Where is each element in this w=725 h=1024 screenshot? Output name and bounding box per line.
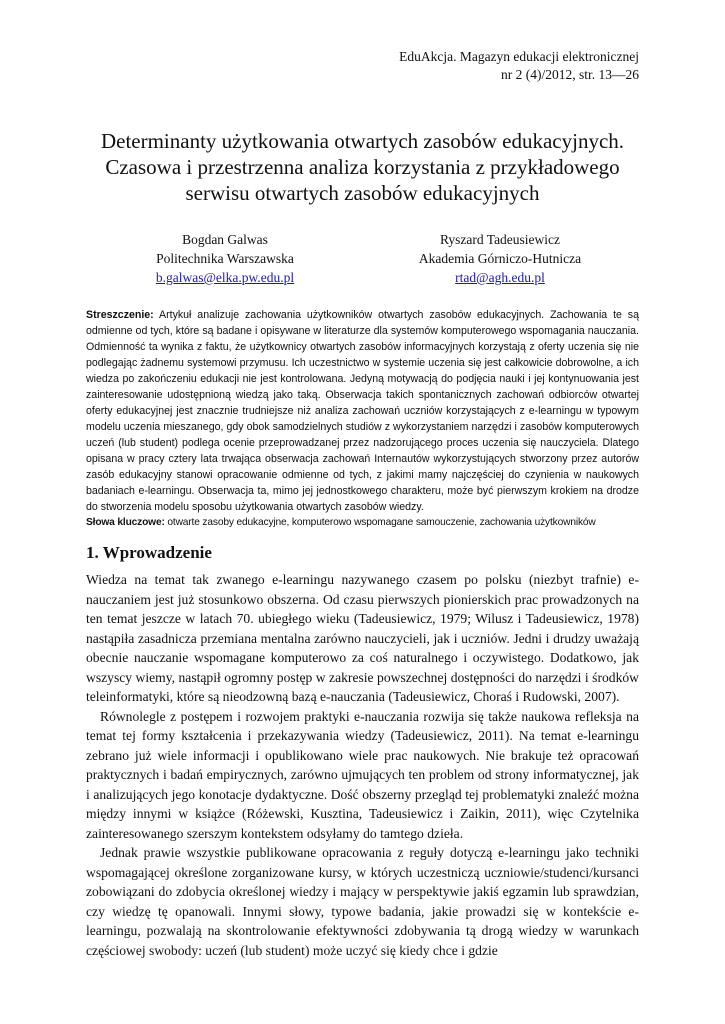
abstract-text: Artykuł analizuje zachowania użytkowników otwartych zasobów edukacyjnych. Zachowania te są odmienne od tych, które są badane i opisywane w literaturze dla systemów komputerowego wspomagania nauczania. Odmienność ta wynika z faktu, że użytkownicy otwartych zasobów informacyjnych korzystają z oferty uczenia się nie podlegając żadnemu systemowi przymusu. Ich uczestnictwo w systemie uczenia się jest całkowicie dobrowolne, a ich wiedza po zakończeniu edukacji nie jest kontrolowana. Jedyną motywacją do podjęcia nauki i jej kontynuowania jest zainteresowanie udostępnioną wiedzą jako taką. Obserwacja takich spontanicznych zachowań odbiorców otwartej oferty edukacyjnej jest znacznie trudniejsze niż analiza zachowań uczniów korzystających z e-learningu w typowym modelu uczenia mieszanego, gdy obok samodzielnych studiów z wykorzystaniem narzędzi i zasobów komputerowych uczeń (lub student) podlega ocenie przeprowadzanej przez nadzorującego proces uczenia się nauczyciela. Dlatego opisana w pracy cztery lata trwająca obserwacja zachowań Internautów wykorzystujących stworzony przez autorów zasób edukacyjny stanowi opracowanie odmienne od tych, z jakimi mamy najczęściej do czynienia w naukowych badaniach e-learningu. Obserwacja ta, mimo jej jednostkowego charakteru, może być pierwszym krokiem na drodze do stworzenia modelu sposobu użytkowania otwartych zasobów wiedzy. bbox=[86, 309, 640, 513]
paragraph: Jednak prawie wszystkie publikowane opracowania z reguły dotyczą e-learningu jako techniki wspomagającej określone zorganizowane kursy, w których uczestniczą uczniowie/studenci/kursanci zobowiązani do zdobycia określonej wiedzy i mający w perspektywie jakiś egzamin lub sprawdzian, czy wiedzę tę opanowali. Innymi słowy, typowe badania, jakie prowadzi się w kontekście e-learningu, pozwalają na skontrolowanie efektywności zdobywania tą drogą wiedzy w warunkach częściowej swobody: uczeń (lub student) może uczyć się kiedy chce i gdzie bbox=[86, 845, 639, 958]
title-line: Czasowa i przestrzenna analiza korzystania z przykładowego bbox=[105, 155, 620, 179]
author-email-link[interactable]: rtad@agh.edu.pl bbox=[455, 270, 545, 285]
author-name: Ryszard Tadeusiewicz bbox=[439, 232, 561, 247]
journal-name: EduAkcja. Magazyn edukacji elektronicznej bbox=[399, 49, 639, 64]
paragraph: Wiedza na temat tak zwanego e-learningu nazywanego czasem po polsku (niezbyt trafnie) e-nauczaniem jest już stosunkowo obszerna. Od czasu pierwszych pionierskich prac prowadzonych na ten temat jeszcze w latach 70. ubiegłego wieku (Tadeusiewicz, 1979; Wilusz i Tadeusiewicz, 1978) nastąpiła zasadnicza przemiana mentalna zarówno nauczycieli, jak i uczniów. Jedni i drudzy uważają obecnie nauczanie wspomagane komputerowo za coś naturalnego i oczywistego. Dodatkowo, jak wszyscy wiemy, nastąpił ogromny postęp w zakresie powszechnej dostępności do narzędzi i środków teleinformatyki, które są nieodzowną bazą e-nauczania (Tadeusiewicz, Choraś i Rudowski, 2007). bbox=[86, 572, 639, 704]
author-affiliation: Politechnika Warszawska bbox=[156, 251, 294, 266]
author-1 bbox=[95, 230, 355, 287]
author-2 bbox=[370, 230, 630, 287]
author-email-link[interactable]: b.galwas@elka.pw.edu.pl bbox=[155, 270, 295, 285]
issue-info: nr 2 (4)/2012, str. 13—26 bbox=[501, 67, 639, 82]
title-line: Determinanty użytkowania otwartych zasobów edukacyjnych. bbox=[100, 129, 625, 153]
section-heading: 1. Wprowadzenie bbox=[86, 543, 212, 562]
title-line: serwisu otwartych zasobów edukacyjnych bbox=[185, 181, 540, 205]
author-affiliation: Akademia Górniczo-Hutnicza bbox=[418, 251, 582, 266]
keywords bbox=[86, 515, 639, 530]
keywords-label: Słowa kluczowe: bbox=[86, 517, 165, 528]
author-name: Bogdan Galwas bbox=[182, 232, 268, 247]
paragraph: Równolegle z postępem i rozwojem praktyki e-nauczania rozwija się także naukowa refleksja na temat tej formy kształcenia i przekazywania wiedzy (Tadeusiewicz, 2011). Na temat e-learningu zebrano już wiele informacji i opublikowano wiele prac naukowych. Nie brakuje też opracowań praktycznych i badań empirycznych, zarówno ujmujących ten problem od strony informatycznej, jak i analizujących jego konotacje dydaktyczne. Dość obszerny przegląd tej problematyki znaleźć można między innymi w książce (Różewski, Kusztina, Tadeusiewicz i Zaikin, 2011), więc Czytelnika zainteresowanego szerszym kontekstem odsyłamy do tamtego dzieła. bbox=[86, 708, 639, 841]
paper-title bbox=[80, 128, 645, 206]
keywords-text: otwarte zasoby edukacyjne, komputerowo wspomagane samouczenie, zachowania użytkowników bbox=[167, 517, 596, 528]
journal-header bbox=[399, 48, 639, 84]
abstract bbox=[86, 307, 639, 515]
body-text bbox=[86, 570, 639, 960]
abstract-label: Streszczenie: bbox=[86, 309, 154, 321]
